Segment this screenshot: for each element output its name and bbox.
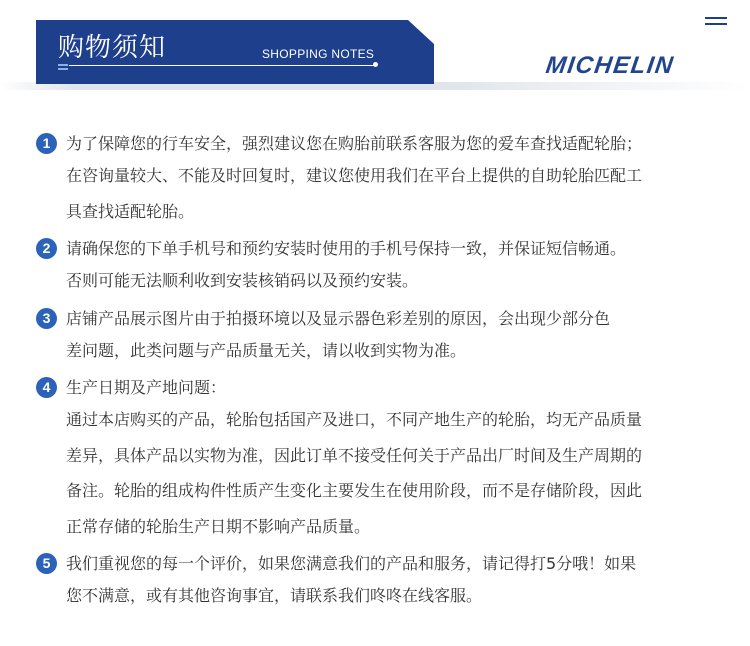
banner-underline — [69, 65, 376, 66]
note-text: 您不满意，或有其他咨询事宜，请联系我们咚咚在线客服。 — [66, 586, 483, 605]
note-text: 请确保您的下单手机号和预约安装时使用的手机号保持一致，并保证短信畅通。 — [66, 239, 627, 258]
number-badge: 3 — [36, 308, 57, 329]
number-badge: 1 — [36, 133, 57, 154]
note-text: 具查找适配轮胎。 — [66, 201, 195, 221]
note-text: 在咨询量较大、不能及时回复时，建议您使用我们在平台上提供的自助轮胎匹配工 — [66, 166, 643, 185]
note-text: 差异，具体产品以实物为准，因此订单不接受任何关于产品出厂时间及生产周期的 — [66, 445, 643, 465]
page-subtitle: SHOPPING NOTES — [262, 47, 375, 61]
note-item-1 — [36, 130, 726, 229]
number-badge: 4 — [36, 377, 57, 398]
notes-list — [36, 130, 726, 614]
note-item-2 — [36, 235, 726, 299]
note-item-5 — [36, 550, 726, 614]
note-heading: 生产日期及产地问题： — [66, 378, 227, 397]
number-badge: 5 — [36, 553, 57, 574]
note-text: 备注。轮胎的组成构件性质产生变化主要发生在使用阶段，而不是存储阶段，因此 — [66, 481, 643, 500]
banner-dot — [373, 62, 378, 67]
note-text: 店铺产品展示图片由于拍摄环境以及显示器色彩差别的原因，会出现少部分色 — [66, 308, 611, 328]
menu-icon[interactable] — [705, 17, 727, 25]
note-text: 否则可能无法顺利收到安装核销码以及预约安装。 — [66, 271, 419, 290]
brand-logo: MICHELIN — [544, 52, 676, 79]
number-badge: 2 — [36, 238, 57, 259]
note-item-4 — [36, 374, 726, 544]
note-text: 我们重视您的每一个评价，如果您满意我们的产品和服务，请记得打5分哦！如果 — [66, 554, 637, 573]
note-text: 为了保障您的行车安全，强烈建议您在购胎前联系客服为您的爱车查找适配轮胎； — [66, 134, 643, 153]
header — [0, 0, 750, 90]
note-text: 正常存储的轮胎生产日期不影响产品质量。 — [66, 516, 371, 536]
note-text: 通过本店购买的产品，轮胎包括国产及进口，不同产地生产的轮胎，均无产品质量 — [66, 410, 643, 429]
note-text: 差问题，此类问题与产品质量无关，请以收到实物为准。 — [66, 340, 467, 360]
page-title: 购物须知 — [58, 33, 167, 63]
note-item-3 — [36, 305, 726, 369]
banner-mark-icon — [58, 64, 68, 70]
